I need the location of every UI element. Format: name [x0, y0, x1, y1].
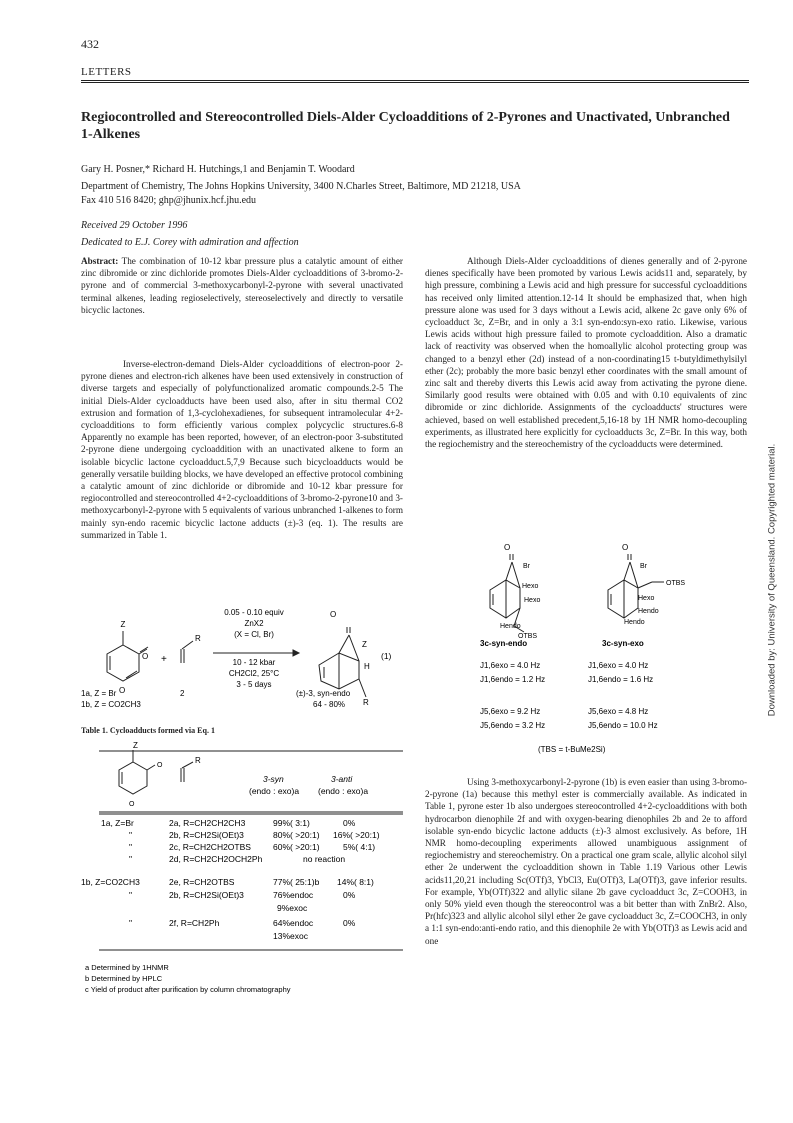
abstract [81, 255, 403, 316]
substrate-1a: 1a, Z = Br [81, 689, 117, 698]
product-yield: 64 - 80% [313, 700, 346, 709]
section-label: LETTERS [81, 66, 132, 78]
reaction-scheme [81, 605, 403, 723]
z-label-product: Z [362, 640, 367, 649]
header-rule-2 [81, 82, 749, 83]
j-right-1: J1,6exo = 4.0 Hz [588, 661, 649, 670]
plus-sign: + [161, 654, 167, 665]
o-label-ring: O [119, 686, 126, 695]
row-5-z: 1b, Z=CO2CH3 [81, 877, 140, 887]
nmr-figure [460, 538, 720, 770]
row-8-anti: 0% [343, 918, 356, 928]
row-1-anti: 0% [343, 818, 356, 828]
table-1 [81, 742, 403, 1112]
row-2-anti: 16%( >20:1) [333, 830, 380, 840]
j-left-4: J5,6endo = 3.2 Hz [480, 721, 546, 730]
row-3-syn: 60%( >20:1) [273, 842, 320, 852]
row-2-syn: 80%( >20:1) [273, 830, 320, 840]
substrate-2: 2 [180, 689, 185, 698]
row-4-syn: no reaction [303, 854, 346, 864]
dedication: Dedicated to E.J. Corey with admiration and affection [81, 237, 299, 248]
row-5-anti: 14%( 8:1) [337, 877, 374, 887]
abstract-text: The combination of 10-12 kbar pressure plus a catalytic amount of either zinc dibromide or zinc dichloride promotes Diels-Alder cycloadditions of 3-bromo-2-pyrone and of commercial 3-methoxycarbonyl-2-pyrone with several unactivated terminal alkenes, leading regioselectively, stereoselectively and directly to versatile bicyclic lactones. [81, 256, 403, 315]
o-label-left: O [504, 543, 511, 552]
row-3-alkene: 2c, R=CH2CH2OTBS [169, 842, 251, 852]
svg-text:R: R [195, 756, 201, 765]
o-label-right: O [622, 543, 629, 552]
row-1-z: 1a, Z=Br [101, 818, 134, 828]
o-label-product: O [330, 610, 337, 619]
table-caption: Table 1. Cycloadducts formed via Eq. 1 [81, 726, 215, 735]
footnote-a: a Determined by 1HNMR [85, 963, 169, 972]
header-rule [81, 80, 749, 81]
j-left-3: J5,6exo = 9.2 Hz [480, 707, 541, 716]
right-paragraph-1: Although Diels-Alder cycloadditions of dienes generally and of 2-pyrone dienes specifically have been promoted by various Lewis acids11 and, separately, by high pressure, combining a Lewis acid and high pressure for successful cycloadditions has received only limited attention.12-14 It should be emphasized that, when high pressure alone was used for 3 days without a Lewis acid, alkene 2c gave only 6% of cycloadduct 3c, Z=Br, and in only a 3:1 syn-endo:syn-exo ratio. Likewise, various Lewis acids without high pressure failed to promote cycloaddition. Also a dramatic lack of reactivity was observed when the homoallylic alcohol protecting group was changed to a benzyl ether (2d) instead of a non-coordinating15 t-butyldimethylsilyl ether (2c); probably the more basic benzyl ether coordinates with the small amount of zinc salt and thereby diverts this Lewis acid away from activating the pyrone diene. Similarly good results were obtained with 0.05 and with 0.10 equivalents of zinc dibromide or zinc dichloride. Assignments of the cycloadducts' structures were achieved, based on well established precedent,5,16-18 by 1H NMR homo-decoupling experiments, as illustrated here explicitly for cycloadducts 3c, Z=Br. In this way, both the regiochemistry and the stereochemistry of the cycloadducts were determined. [425, 256, 747, 450]
row-1-alkene: 2a, R=CH2CH2CH3 [169, 818, 246, 828]
page-number: 432 [81, 37, 99, 51]
substrate-1b: 1b, Z = CO2CH3 [81, 700, 141, 709]
svg-text:O: O [129, 801, 135, 808]
hendo-label-left: Hendo [500, 623, 521, 630]
cond-2: ZnX2 [244, 619, 264, 628]
r-label-alkene: R [195, 634, 201, 643]
footnote-c: c Yield of product after purification by column chromatography [85, 985, 291, 994]
structure-label-right: 3c-syn-exo [602, 639, 644, 648]
hexo-label-left-2: Hexo [524, 597, 541, 604]
svg-text:O: O [157, 762, 163, 769]
row-8-z: " [129, 918, 133, 928]
hendo-label-right-2: Hendo [624, 619, 645, 626]
intro-paragraph: Inverse-electron-demand Diels-Alder cycloadditions of electron-poor 2-pyrone dienes and electron-rich alkenes have been used extensively in construction of diverse targets and especially of polyfunctionalized aromatic compounds.2-5 The initial Diels-Alder cycloadducts have been used also, after in situ thermal CO2 extrusion and formation of 1,3-cyclohexadienes, for subsequent intramolecular 4+2-cycloadditions to form efficiently various complex polycyclic structures.6-8 Apparently no example has been reported, however, of an electron-poor 3-substituted 2-pyrone diene undergoing cycloaddition with an unactivated alkene to form an isolable bicyclic lactone cycloadduct.5,7,9 Because such bicycloadducts would be generally versatile building blocks, we have developed an effective protocol combining a catalytic amount of zinc dichloride or dibromide and 10-12 kbar pressure for regiocontrolled and stereocontrolled 4+2-cycloadditions of 3-bromo-2-pyrone10 and 3-methoxycarbonyl-2-pyrone with 5 equivalents of various unbranched 1-alkenes to form mainly syn-endo racemic bicyclic lactone adducts (±)-3 (eq. 1). The results are summarized in Table 1. [81, 359, 403, 540]
row-6-anti: 0% [343, 890, 356, 900]
row-3-z: " [129, 842, 133, 852]
footnote-b: b Determined by HPLC [85, 974, 163, 983]
received-date: Received 29 October 1996 [81, 220, 188, 231]
j-left-1: J1,6exo = 4.0 Hz [480, 661, 541, 670]
row-8-syn: 64%endoc [273, 918, 314, 928]
article-title: Regiocontrolled and Stereocontrolled Diels-Alder Cycloadditions of 2-Pyrones and Unactivated, Unbranched 1-Alkenes [81, 110, 730, 142]
otbs-label-left: OTBS [518, 633, 538, 640]
br-label-right: Br [640, 563, 647, 570]
row-8-alkene: 2f, R=CH2Ph [169, 918, 220, 928]
tbs-note: (TBS = t-BuMe2Si) [538, 745, 606, 754]
row-6-syn: 76%endoc [273, 890, 314, 900]
header-anti: 3-anti [331, 774, 353, 784]
cond-6: 3 - 5 days [236, 680, 272, 689]
right-paragraph-2: Using 3-methoxycarbonyl-2-pyrone (1b) is even easier than using 3-bromo-2-pyrone (1a) because this methyl ester is commercially available. As indicated in Table 1, pyrone ester 1b also undergoes stereocontrolled 4+2-cycloadditions with both hydrocarbon dienophile 2f and with oxygen-bearing dienophiles 2b and 2e to afford isolable syn-endo bicyclic lactone adducts (±)-3 almost exclusively. As before, 1H NMR homo-decoupling experiments allowed unambiguous assignment of regiochemistry and stereochemistry. On a practical one gram scale, allylic alcohol silyl ether 2e underwent the cycloaddition shown in Table 1.19 Various other Lewis acids11,20,21 including Sc(OTf)3, YbCl3, Eu(OTf)3, La(OTf)3, gave inferior results. For example, Yb(OTf)322 and allylic silane 2b gave cycloadduct 3c, Z=COOH3, in only 50% yield even though the stereocontrol was a bit better than with ZnBr2. Also, Pr(hfc)323 and allylic alcohol silyl ether 2e gave cycloadduct 3c, Z=COOCH3, in only a 1:1 syn-endo:anti-endo ratio, and this dienophile 2e with Yb(OTf)3 as Lewis acid and one [425, 777, 747, 946]
j-right-4: J5,6endo = 10.0 Hz [588, 721, 658, 730]
j-right-3: J5,6exo = 4.8 Hz [588, 707, 649, 716]
header-ratio-syn: (endo : exo)a [249, 786, 300, 796]
cond-3: (X = Cl, Br) [234, 630, 274, 639]
cond-4: 10 - 12 kbar [232, 658, 276, 667]
r-label-product: R [363, 698, 369, 707]
svg-text:Z: Z [133, 742, 138, 750]
row-2-alkene: 2b, R=CH2Si(OEt)3 [169, 830, 244, 840]
cond-5: CH2Cl2, 25°C [228, 669, 280, 678]
header-syn: 3-syn [263, 774, 284, 784]
row-4-alkene: 2d, R=CH2CH2OCH2Ph [169, 854, 263, 864]
row-1-syn: 99%( 3:1) [273, 818, 310, 828]
row-7-syn: 9%exoc [277, 903, 308, 913]
authors: Gary H. Posner,* Richard H. Hutchings,1 and Benjamin T. Woodard [81, 164, 355, 175]
row-2-z: " [129, 830, 133, 840]
hexo-label-left-1: Hexo [522, 583, 539, 590]
abstract-label: Abstract: [81, 256, 119, 266]
z-label-pyrone: Z [120, 620, 126, 629]
j-left-2: J1,6endo = 1.2 Hz [480, 675, 546, 684]
row-6-z: " [129, 890, 133, 900]
o-label-carbonyl: O [142, 652, 149, 661]
hendo-label-right-1: Hendo [638, 608, 659, 615]
row-5-syn: 77%( 25:1)b [273, 877, 320, 887]
affiliation: Department of Chemistry, The Johns Hopkins University, 3400 N.Charles Street, Baltimore, MD 21218, USA [81, 181, 521, 192]
contact: Fax 410 516 8420; ghp@jhunix.hcf.jhu.edu [81, 195, 257, 206]
h-label-product: H [364, 662, 370, 671]
cond-1: 0.05 - 0.10 equiv [224, 608, 284, 617]
row-5-alkene: 2e, R=CH2OTBS [169, 877, 235, 887]
hexo-label-right: Hexo [638, 595, 655, 602]
row-9-syn: 13%exoc [273, 931, 308, 941]
otbs-label-right: OTBS [666, 580, 686, 587]
br-label-left: Br [523, 563, 530, 570]
row-3-anti: 5%( 4:1) [343, 842, 376, 852]
row-4-z: " [129, 854, 133, 864]
equation-number: (1) [381, 651, 392, 661]
j-right-2: J1,6endo = 1.6 Hz [588, 675, 654, 684]
product-label: (±)-3, syn-endo [296, 689, 351, 698]
watermark-text: Downloaded by: University of Queensland. Copyrighted material. [766, 443, 778, 717]
header-ratio-anti: (endo : exo)a [318, 786, 369, 796]
row-6-alkene: 2b, R=CH2Si(OEt)3 [169, 890, 244, 900]
structure-label-left: 3c-syn-endo [480, 639, 528, 648]
download-watermark [766, 430, 784, 730]
